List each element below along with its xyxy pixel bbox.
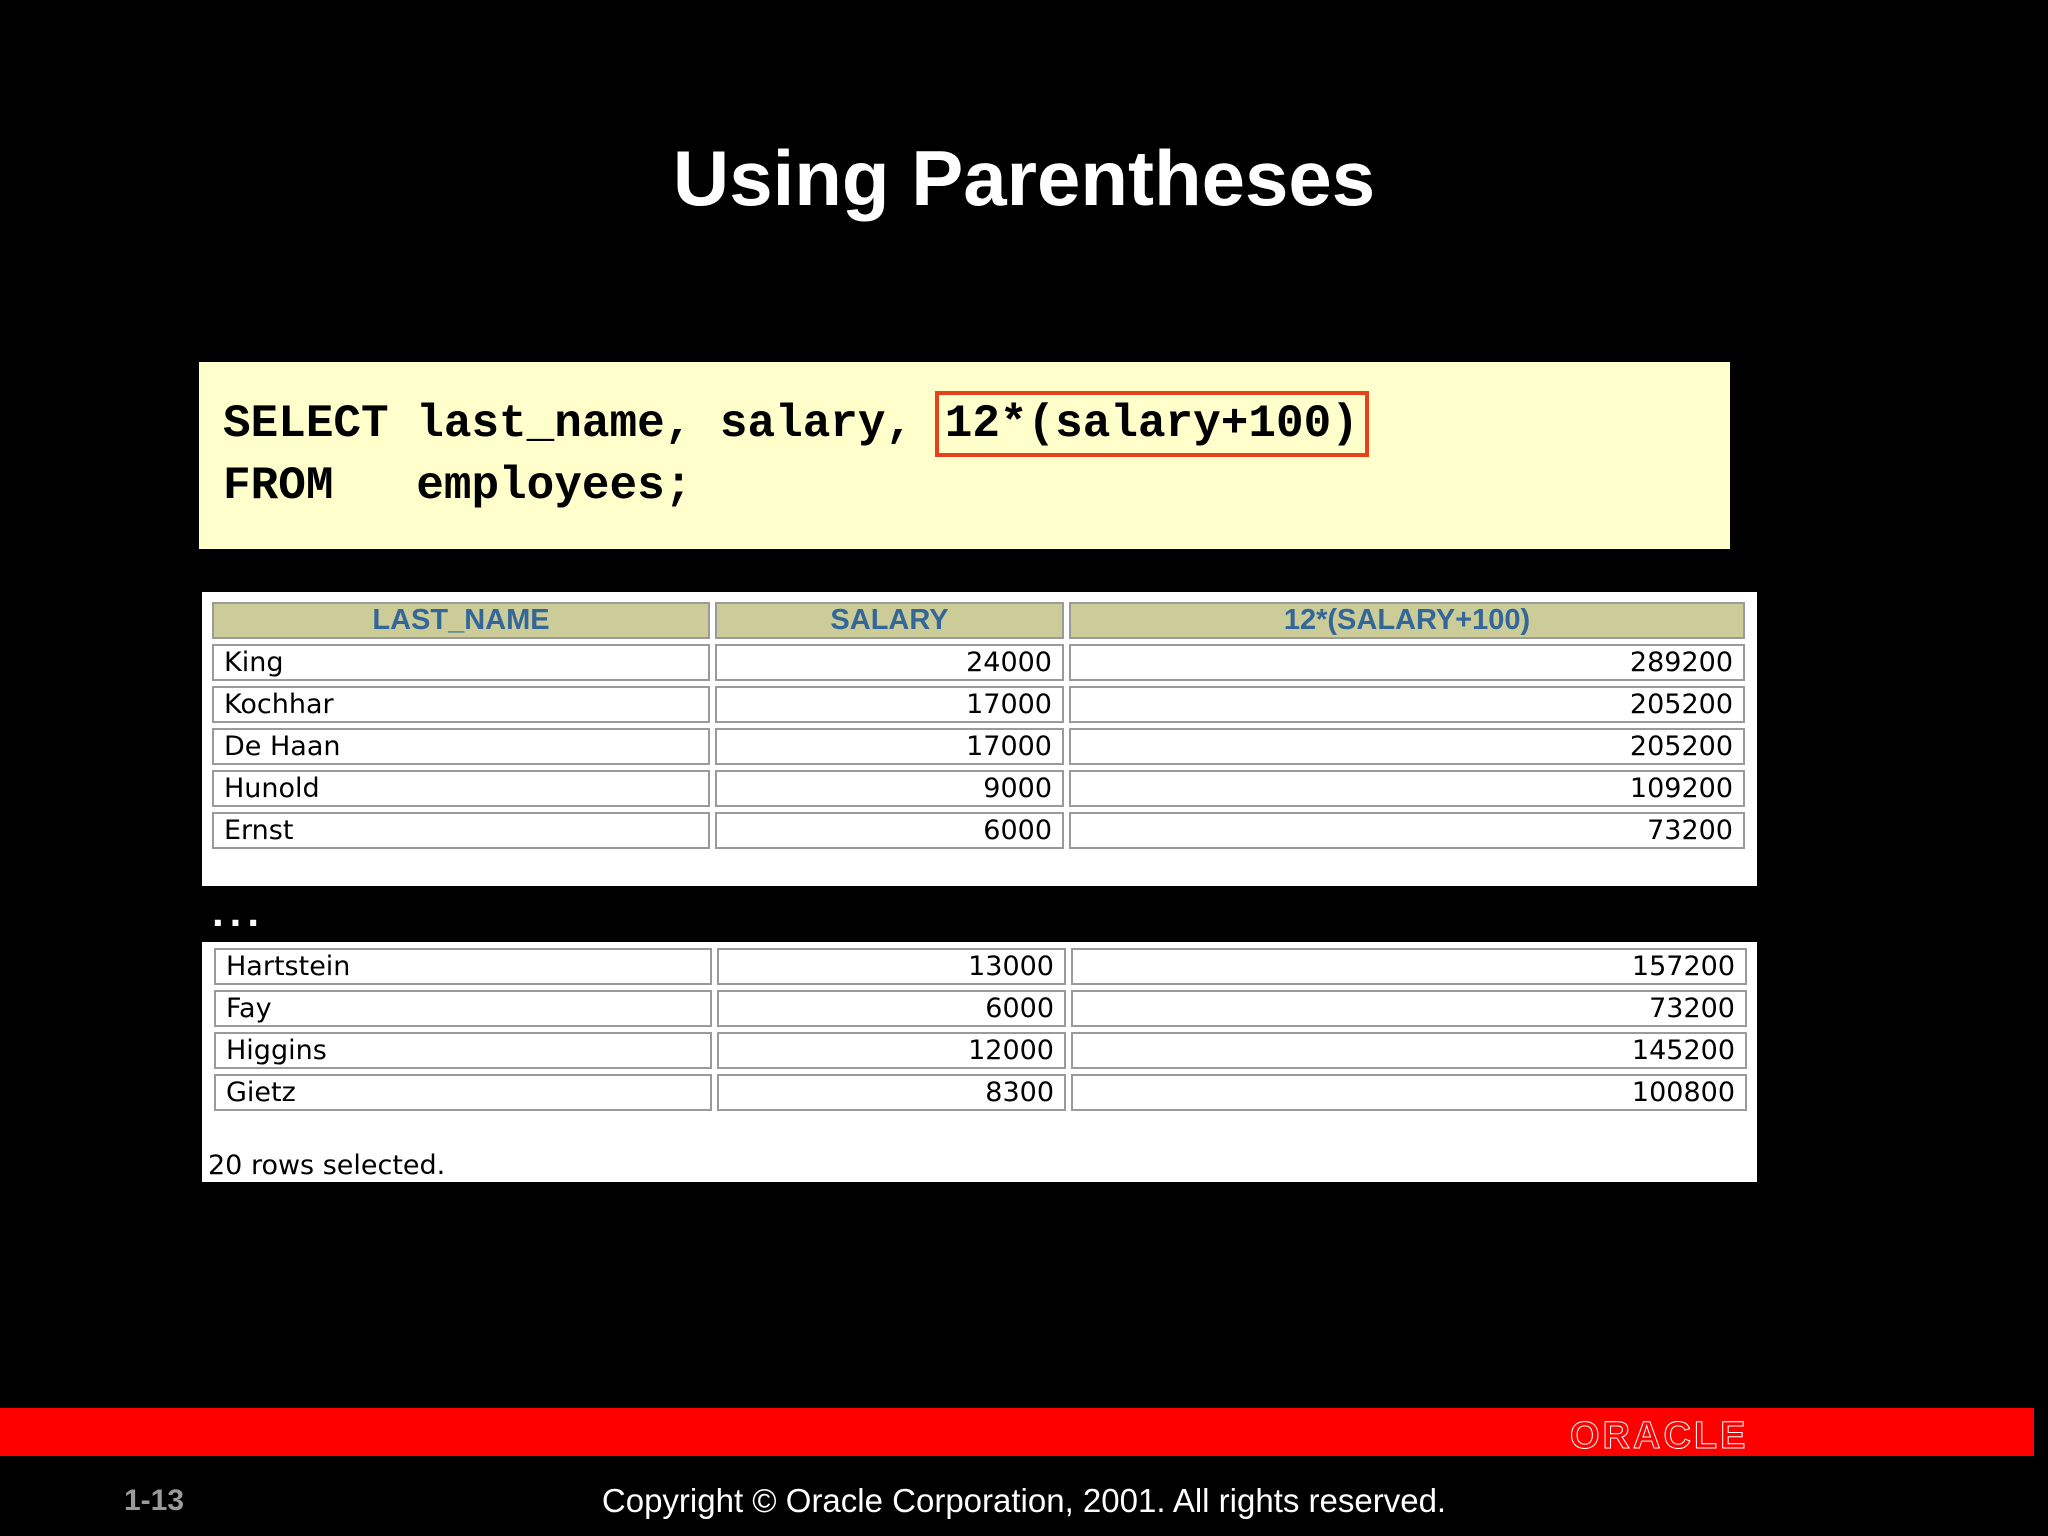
table-row [214,990,1747,1027]
cell-last-name: Gietz [214,1074,712,1111]
rows-ellipsis: ... [212,888,266,935]
sql-line-1 [223,396,1369,452]
slide-page-number: 1-13 [124,1484,185,1517]
table-row [214,1074,1747,1111]
sql-code-box [199,362,1730,549]
cell-last-name: Hunold [212,770,710,807]
sql-highlighted-expression: 12*(salary+100) [935,391,1369,457]
table-header-row [212,602,1745,639]
column-header-salary: SALARY [715,602,1064,639]
cell-salary: 17000 [715,728,1064,765]
cell-annual-salary: 145200 [1071,1032,1747,1069]
cell-annual-salary: 100800 [1071,1074,1747,1111]
cell-annual-salary: 205200 [1069,686,1745,723]
cell-salary: 13000 [717,948,1066,985]
slide-title: Using Parentheses [672,134,1376,222]
cell-last-name: Kochhar [212,686,710,723]
cell-last-name: Hartstein [214,948,712,985]
rows-selected-status: 20 rows selected. [208,1150,446,1181]
table-row [212,644,1745,681]
cell-last-name: Ernst [212,812,710,849]
column-header-annual-salary: 12*(SALARY+100) [1069,602,1745,639]
sql-line-2: FROM employees; [223,460,693,512]
table-row [212,686,1745,723]
oracle-logo: ORACLE [1570,1415,1749,1457]
cell-salary: 9000 [715,770,1064,807]
cell-annual-salary: 289200 [1069,644,1745,681]
cell-salary: 8300 [717,1074,1066,1111]
result-gap [202,886,1762,942]
cell-annual-salary: 73200 [1071,990,1747,1027]
result-table-bottom [209,943,1752,1116]
cell-annual-salary: 157200 [1071,948,1747,985]
cell-annual-salary: 73200 [1069,812,1745,849]
cell-salary: 6000 [715,812,1064,849]
table-row [214,1032,1747,1069]
cell-last-name: De Haan [212,728,710,765]
table-row [212,812,1745,849]
cell-salary: 17000 [715,686,1064,723]
copyright-notice: Copyright © Oracle Corporation, 2001. All rights reserved. [601,1482,1447,1519]
cell-last-name: Fay [214,990,712,1027]
sql-select-clause: SELECT last_name, salary, [223,398,941,450]
cell-last-name: Higgins [214,1032,712,1069]
cell-annual-salary: 205200 [1069,728,1745,765]
cell-salary: 6000 [717,990,1066,1027]
cell-salary: 24000 [715,644,1064,681]
table-row [214,948,1747,985]
cell-salary: 12000 [717,1032,1066,1069]
table-row [212,728,1745,765]
result-table-top [207,597,1750,854]
column-header-last-name: LAST_NAME [212,602,710,639]
cell-annual-salary: 109200 [1069,770,1745,807]
table-row [212,770,1745,807]
cell-last-name: King [212,644,710,681]
